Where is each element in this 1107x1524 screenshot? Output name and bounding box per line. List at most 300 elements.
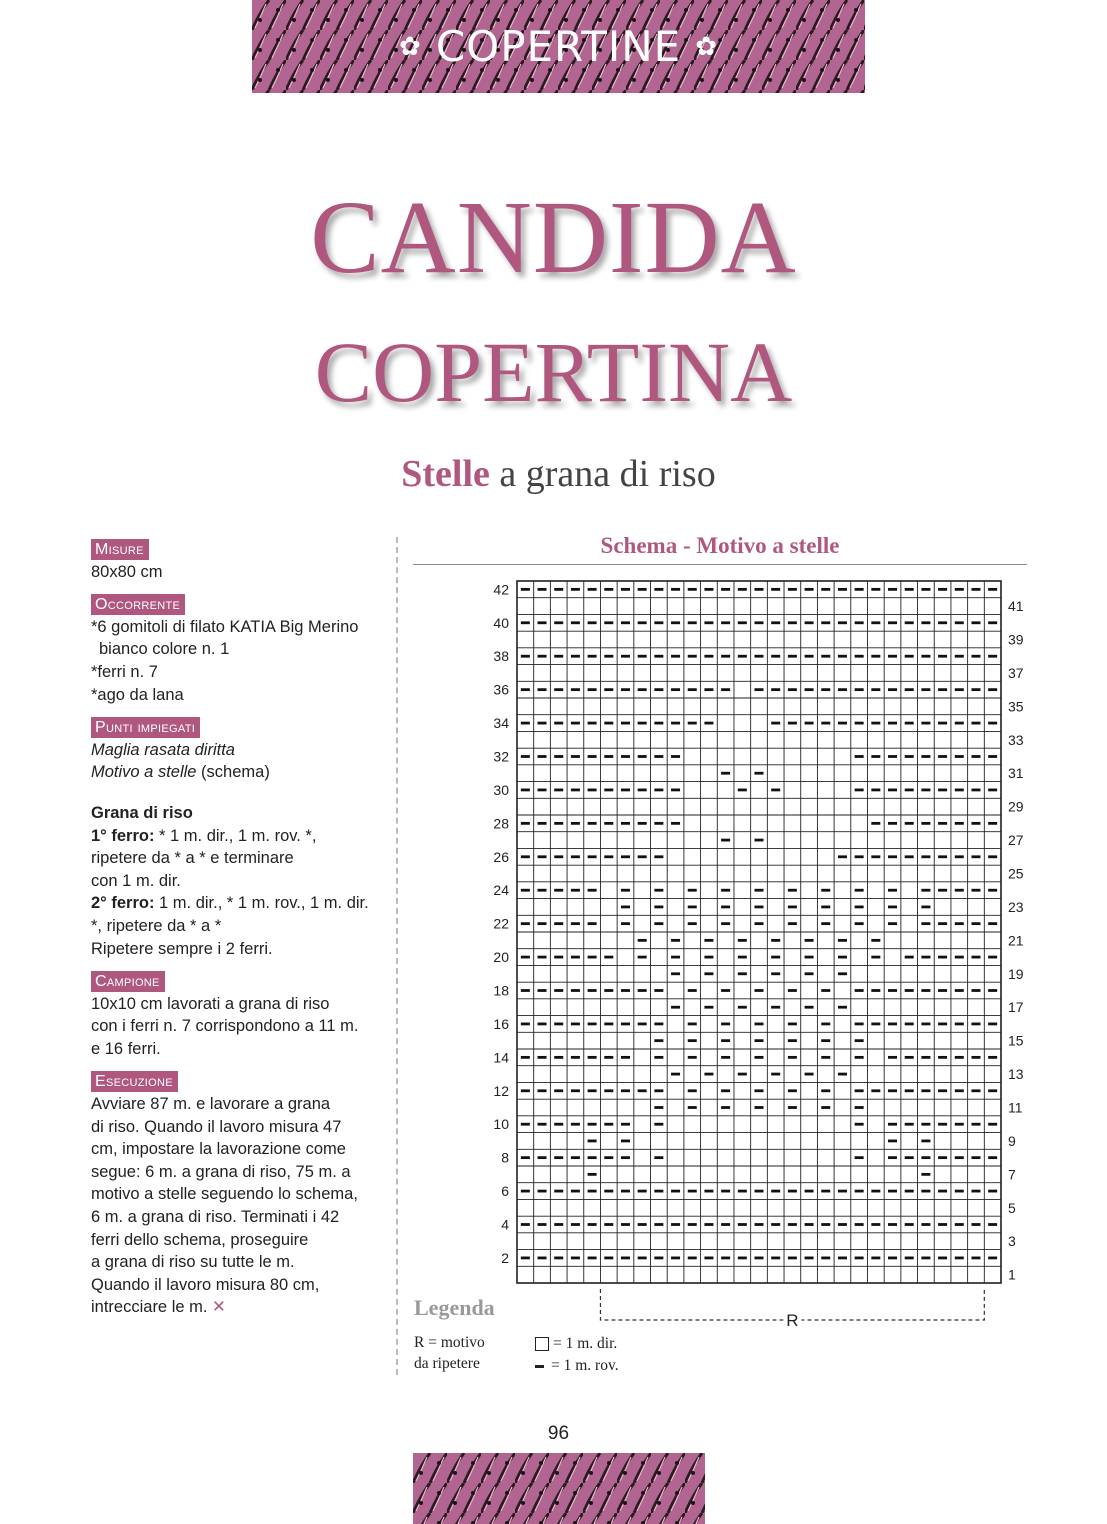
purl-stitch — [805, 1190, 814, 1193]
purl-stitch — [721, 906, 730, 909]
purl-stitch — [554, 1223, 563, 1226]
occorrente-line: *6 gomitoli di filato KATIA Big Merino — [91, 617, 359, 636]
purl-stitch — [871, 755, 880, 758]
purl-stitch — [788, 688, 797, 691]
purl-stitch — [671, 755, 680, 758]
purl-stitch — [821, 1257, 830, 1260]
purl-stitch — [588, 822, 597, 825]
purl-stitch — [554, 1023, 563, 1026]
purl-stitch — [538, 1257, 547, 1260]
purl-stitch — [871, 956, 880, 959]
purl-stitch — [971, 655, 980, 658]
purl-stitch — [588, 1123, 597, 1126]
purl-stitch — [538, 722, 547, 725]
purl-stitch — [554, 855, 563, 858]
purl-stitch — [521, 755, 530, 758]
purl-stitch — [621, 621, 630, 624]
row-number-label: 21 — [1008, 932, 1024, 949]
purl-stitch — [905, 1056, 914, 1059]
punti-line: Maglia rasata diritta — [91, 740, 235, 759]
purl-stitch — [955, 956, 964, 959]
purl-stitch — [604, 688, 613, 691]
purl-stitch — [571, 989, 580, 992]
purl-stitch — [838, 655, 847, 658]
purl-stitch — [755, 621, 764, 624]
row-number-label: 3 — [1008, 1233, 1016, 1250]
purl-stitch — [588, 789, 597, 792]
purl-stitch — [588, 688, 597, 691]
row-number-label: 10 — [493, 1116, 509, 1133]
purl-stitch — [604, 1257, 613, 1260]
row-number-label: 33 — [1008, 731, 1024, 748]
esecuzione-label: Esecuzione — [91, 1071, 178, 1092]
purl-stitch — [971, 1023, 980, 1026]
purl-stitch — [671, 1006, 680, 1009]
row-number-label: 19 — [1008, 965, 1024, 982]
purl-stitch — [988, 889, 997, 892]
purl-stitch — [755, 1039, 764, 1042]
purl-stitch — [821, 1023, 830, 1026]
purl-stitch — [571, 655, 580, 658]
purl-stitch — [855, 789, 864, 792]
purl-stitch — [938, 1023, 947, 1026]
purl-stitch — [604, 1089, 613, 1092]
purl-stitch — [554, 688, 563, 691]
purl-stitch — [688, 1056, 697, 1059]
row-number-label: 32 — [493, 748, 509, 765]
purl-stitch — [938, 621, 947, 624]
purl-stitch — [621, 1190, 630, 1193]
square-icon — [535, 1337, 549, 1351]
purl-stitch — [621, 855, 630, 858]
purl-stitch — [604, 822, 613, 825]
purl-stitch — [604, 1123, 613, 1126]
ferro1-text: * 1 m. dir., 1 m. rov. *, — [154, 826, 317, 845]
purl-stitch — [888, 755, 897, 758]
purl-stitch — [521, 688, 530, 691]
tagline-rest: a grana di riso — [489, 453, 716, 495]
purl-stitch — [788, 1023, 797, 1026]
purl-stitch — [888, 1257, 897, 1260]
purl-stitch — [538, 1056, 547, 1059]
purl-stitch — [521, 822, 530, 825]
purl-stitch — [888, 922, 897, 925]
purl-stitch — [871, 822, 880, 825]
purl-stitch — [921, 922, 930, 925]
purl-stitch — [971, 1056, 980, 1059]
purl-stitch — [871, 789, 880, 792]
tagline-highlight: Stelle — [401, 453, 490, 495]
purl-stitch — [955, 1123, 964, 1126]
purl-stitch — [654, 588, 663, 591]
ferro2-label: 2° ferro: — [91, 894, 155, 913]
purl-stitch — [671, 822, 680, 825]
esecuzione-line: a grana di riso su tutte le m. — [91, 1253, 295, 1272]
purl-stitch — [755, 922, 764, 925]
purl-stitch — [788, 1190, 797, 1193]
purl-stitch — [955, 989, 964, 992]
purl-stitch — [654, 1023, 663, 1026]
purl-stitch — [805, 1223, 814, 1226]
purl-stitch — [688, 1023, 697, 1026]
purl-stitch — [688, 1223, 697, 1226]
legend-purl — [535, 1357, 619, 1375]
purl-stitch — [805, 1073, 814, 1076]
purl-stitch — [788, 1257, 797, 1260]
purl-stitch — [621, 1223, 630, 1226]
purl-stitch — [888, 1023, 897, 1026]
purl-stitch — [988, 1257, 997, 1260]
misure-text: 80x80 cm — [91, 562, 163, 581]
purl-stitch — [588, 1257, 597, 1260]
purl-stitch — [905, 1190, 914, 1193]
purl-stitch — [571, 722, 580, 725]
purl-stitch — [721, 1056, 730, 1059]
purl-stitch — [988, 822, 997, 825]
esecuzione-last: intrecciare le m. — [91, 1298, 208, 1317]
purl-stitch — [688, 906, 697, 909]
purl-stitch — [554, 1156, 563, 1159]
purl-stitch — [571, 1123, 580, 1126]
purl-stitch — [521, 1023, 530, 1026]
purl-stitch — [788, 889, 797, 892]
row-number-label: 7 — [1008, 1166, 1016, 1183]
punti-schema: (schema) — [196, 763, 270, 782]
purl-stitch — [955, 688, 964, 691]
purl-stitch — [971, 789, 980, 792]
purl-stitch — [554, 956, 563, 959]
purl-stitch — [971, 1156, 980, 1159]
purl-stitch — [738, 588, 747, 591]
purl-stitch — [621, 989, 630, 992]
purl-stitch — [855, 906, 864, 909]
purl-stitch — [638, 855, 647, 858]
purl-stitch — [671, 655, 680, 658]
punti-label: Punti impiegati — [91, 717, 200, 738]
purl-stitch — [771, 1073, 780, 1076]
row-number-label: 12 — [493, 1082, 509, 1099]
grana-line: *, ripetere da * a * — [91, 916, 222, 935]
purl-stitch — [755, 1056, 764, 1059]
purl-stitch — [955, 822, 964, 825]
purl-stitch — [621, 1140, 630, 1143]
purl-stitch — [888, 1056, 897, 1059]
purl-stitch — [521, 1123, 530, 1126]
purl-stitch — [921, 889, 930, 892]
section-name: COPERTINE — [435, 22, 682, 71]
purl-stitch — [721, 1106, 730, 1109]
purl-stitch — [588, 1140, 597, 1143]
purl-stitch — [855, 755, 864, 758]
purl-stitch — [638, 956, 647, 959]
purl-stitch — [771, 956, 780, 959]
purl-stitch — [955, 1190, 964, 1193]
purl-stitch — [838, 688, 847, 691]
purl-stitch — [971, 621, 980, 624]
purl-stitch — [688, 1106, 697, 1109]
purl-stitch — [654, 1056, 663, 1059]
purl-stitch — [538, 789, 547, 792]
purl-stitch — [871, 939, 880, 942]
purl-stitch — [988, 1223, 997, 1226]
purl-stitch — [921, 1223, 930, 1226]
row-number-label: 18 — [493, 982, 509, 999]
esecuzione-line: ferri dello schema, proseguire — [91, 1230, 309, 1249]
purl-stitch — [621, 1089, 630, 1092]
row-number-label: 28 — [493, 815, 509, 832]
purl-stitch — [688, 989, 697, 992]
purl-stitch — [771, 621, 780, 624]
purl-stitch — [805, 1006, 814, 1009]
esecuzione-line: di riso. Quando il lavoro misura 47 — [91, 1117, 342, 1136]
purl-stitch — [621, 789, 630, 792]
row-number-label: 1 — [1008, 1266, 1016, 1283]
purl-stitch — [971, 722, 980, 725]
purl-stitch — [788, 989, 797, 992]
purl-stitch — [654, 989, 663, 992]
repeat-label: R — [786, 1311, 799, 1330]
purl-stitch — [554, 922, 563, 925]
purl-stitch — [538, 989, 547, 992]
main-title: CANDIDA — [310, 180, 797, 295]
purl-stitch — [905, 722, 914, 725]
purl-stitch — [538, 655, 547, 658]
purl-stitch — [938, 655, 947, 658]
purl-stitch — [805, 722, 814, 725]
purl-stitch — [988, 855, 997, 858]
purl-stitch — [638, 1257, 647, 1260]
purl-stitch — [621, 1156, 630, 1159]
purl-stitch — [921, 722, 930, 725]
purl-stitch — [755, 989, 764, 992]
purl-stitch — [971, 1089, 980, 1092]
purl-stitch — [938, 1190, 947, 1193]
purl-stitch — [755, 889, 764, 892]
purl-stitch — [771, 655, 780, 658]
purl-stitch — [571, 889, 580, 892]
purl-stitch — [955, 588, 964, 591]
purl-stitch — [988, 1089, 997, 1092]
chart-title: Schema - Motivo a stelle — [600, 533, 840, 558]
purl-stitch — [688, 588, 697, 591]
purl-stitch — [654, 1223, 663, 1226]
purl-stitch — [571, 621, 580, 624]
purl-stitch — [654, 688, 663, 691]
purl-stitch — [638, 1190, 647, 1193]
purl-stitch — [905, 1156, 914, 1159]
purl-stitch — [905, 655, 914, 658]
purl-stitch — [688, 889, 697, 892]
purl-stitch — [638, 1223, 647, 1226]
purl-stitch — [988, 1156, 997, 1159]
purl-stitch — [538, 1190, 547, 1193]
purl-stitch — [905, 621, 914, 624]
purl-stitch — [955, 621, 964, 624]
purl-stitch — [571, 956, 580, 959]
purl-stitch — [621, 722, 630, 725]
purl-stitch — [805, 588, 814, 591]
row-number-label: 27 — [1008, 832, 1024, 849]
purl-stitch — [638, 939, 647, 942]
purl-stitch — [805, 939, 814, 942]
purl-stitch — [855, 1190, 864, 1193]
purl-stitch — [521, 722, 530, 725]
purl-stitch — [855, 722, 864, 725]
purl-stitch — [638, 621, 647, 624]
purl-stitch — [554, 722, 563, 725]
purl-stitch — [888, 855, 897, 858]
purl-stitch — [721, 1257, 730, 1260]
purl-stitch — [738, 1073, 747, 1076]
purl-stitch — [821, 621, 830, 624]
purl-stitch — [855, 922, 864, 925]
purl-stitch — [755, 772, 764, 775]
purl-stitch — [888, 655, 897, 658]
purl-stitch — [988, 722, 997, 725]
purl-stitch — [621, 755, 630, 758]
purl-stitch — [888, 1123, 897, 1126]
purl-stitch — [654, 822, 663, 825]
purl-stitch — [938, 1223, 947, 1226]
purl-stitch — [771, 688, 780, 691]
purl-stitch — [988, 688, 997, 691]
purl-stitch — [704, 939, 713, 942]
purl-stitch — [554, 1123, 563, 1126]
purl-stitch — [671, 956, 680, 959]
row-number-label: 30 — [493, 781, 509, 798]
purl-stitch — [604, 789, 613, 792]
purl-stitch — [654, 1257, 663, 1260]
purl-stitch — [938, 822, 947, 825]
purl-stitch — [704, 722, 713, 725]
purl-stitch — [621, 1023, 630, 1026]
purl-stitch — [704, 972, 713, 975]
purl-stitch — [855, 1089, 864, 1092]
purl-stitch — [905, 1257, 914, 1260]
purl-stitch — [638, 822, 647, 825]
purl-stitch — [921, 906, 930, 909]
purl-stitch — [971, 588, 980, 591]
purl-stitch — [955, 1056, 964, 1059]
row-number-label: 34 — [493, 715, 509, 732]
purl-stitch — [955, 1023, 964, 1026]
occorrente-line: bianco colore n. 1 — [99, 640, 230, 659]
legend-repeat-line2: da ripetere — [414, 1355, 480, 1372]
purl-stitch — [855, 1056, 864, 1059]
purl-stitch — [521, 922, 530, 925]
purl-stitch — [871, 655, 880, 658]
purl-stitch — [721, 1039, 730, 1042]
punti-motivo: Motivo a stelle — [91, 763, 197, 782]
purl-stitch — [955, 722, 964, 725]
purl-stitch — [554, 588, 563, 591]
purl-stitch — [571, 1056, 580, 1059]
purl-stitch — [788, 621, 797, 624]
purl-stitch — [905, 789, 914, 792]
purl-stitch — [921, 1123, 930, 1126]
row-number-label: 22 — [493, 915, 509, 932]
purl-stitch — [688, 922, 697, 925]
row-number-label: 16 — [493, 1015, 509, 1032]
purl-stitch — [688, 1190, 697, 1193]
purl-stitch — [521, 1223, 530, 1226]
purl-stitch — [938, 922, 947, 925]
purl-stitch — [888, 906, 897, 909]
purl-stitch — [938, 1056, 947, 1059]
purl-stitch — [755, 1089, 764, 1092]
purl-stitch — [721, 588, 730, 591]
purl-stitch — [905, 1089, 914, 1092]
campione-line: 10x10 cm lavorati a grana di riso — [91, 994, 330, 1013]
row-number-label: 24 — [493, 882, 509, 899]
purl-stitch — [521, 855, 530, 858]
purl-stitch — [704, 655, 713, 658]
purl-stitch — [921, 855, 930, 858]
purl-stitch — [571, 922, 580, 925]
purl-stitch — [805, 621, 814, 624]
purl-stitch — [988, 755, 997, 758]
purl-stitch — [554, 989, 563, 992]
purl-stitch — [604, 621, 613, 624]
purl-stitch — [771, 972, 780, 975]
purl-stitch — [604, 722, 613, 725]
purl-stitch — [538, 822, 547, 825]
purl-stitch — [571, 688, 580, 691]
purl-stitch — [788, 722, 797, 725]
purl-stitch — [871, 855, 880, 858]
purl-stitch — [888, 722, 897, 725]
purl-stitch — [955, 922, 964, 925]
purl-stitch — [888, 621, 897, 624]
purl-stitch — [971, 922, 980, 925]
purl-stitch — [838, 722, 847, 725]
purl-stitch — [654, 755, 663, 758]
purl-stitch — [721, 1223, 730, 1226]
purl-stitch — [988, 655, 997, 658]
purl-stitch — [538, 1023, 547, 1026]
purl-stitch — [671, 789, 680, 792]
legend-knit — [535, 1335, 617, 1353]
purl-stitch — [521, 655, 530, 658]
purl-stitch — [938, 588, 947, 591]
purl-stitch — [521, 956, 530, 959]
purl-stitch — [805, 972, 814, 975]
purl-stitch — [855, 1039, 864, 1042]
purl-stitch — [821, 588, 830, 591]
purl-stitch — [604, 956, 613, 959]
purl-stitch — [771, 722, 780, 725]
purl-stitch — [871, 1190, 880, 1193]
purl-stitch — [671, 588, 680, 591]
row-number-label: 41 — [1008, 598, 1024, 615]
occorrente-label: Occorrente — [91, 594, 185, 615]
purl-stitch — [871, 1023, 880, 1026]
purl-stitch — [905, 822, 914, 825]
purl-stitch — [538, 588, 547, 591]
purl-stitch — [788, 1039, 797, 1042]
purl-stitch — [938, 1257, 947, 1260]
purl-stitch — [604, 1056, 613, 1059]
purl-stitch — [805, 1257, 814, 1260]
grana-line: Ripetere sempre i 2 ferri. — [91, 939, 273, 958]
purl-stitch — [571, 1190, 580, 1193]
purl-stitch — [888, 1190, 897, 1193]
purl-stitch — [688, 688, 697, 691]
campione-line: con i ferri n. 7 corrispondono a 11 m. — [91, 1017, 359, 1036]
purl-stitch — [855, 1123, 864, 1126]
purl-stitch — [971, 755, 980, 758]
purl-stitch — [588, 1089, 597, 1092]
